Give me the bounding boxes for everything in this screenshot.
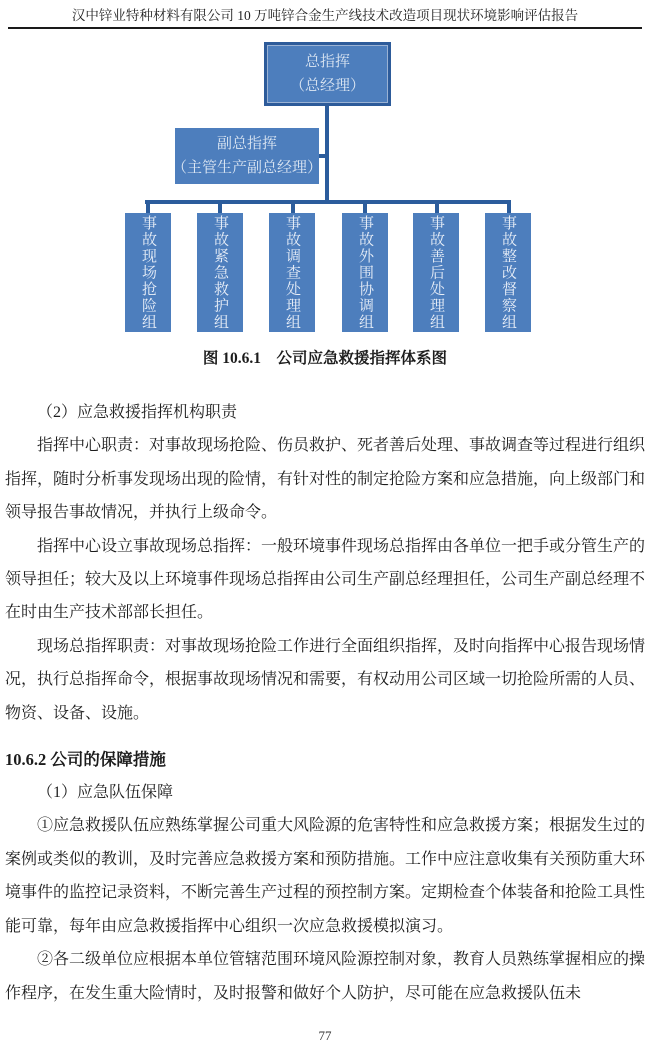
- paragraph-onsite-commander-duty: 现场总指挥职责：对事故现场抢险工作进行全面组织指挥，及时向指挥中心报告现场情况，执行总指挥命令，根据事故现场情况和需要，有权动用公司区域一切抢险所需的人员、物资、设备、设施。: [5, 637, 646, 722]
- org-box-group-aftermath: 事故善后处理组: [413, 213, 459, 332]
- header-divider: [8, 27, 642, 29]
- report-header-title: 汉中锌业特种材料有限公司 10 万吨锌合金生产线技术改造项目现状环境影响评估报告: [71, 8, 579, 23]
- paragraph-guarantee-2: ②各二级单位应根据本单位管辖范围环境风险源控制对象，教育人员熟练掌握相应的操作程序，在发生重大险情时，及时报警和做好个人防护，尽可能在应急救援队伍未: [5, 951, 646, 1002]
- body-text: [5, 396, 645, 1010]
- org-box-deputy-commander: [172, 128, 323, 184]
- org-box-group-investigation: 事故调查处理组: [269, 213, 315, 332]
- deputy-commander-role: （主管生产副总经理）: [172, 160, 323, 176]
- chief-commander-title: 总指挥: [304, 54, 350, 70]
- connector-horizontal: [145, 200, 511, 204]
- org-box-group-onsite-rescue: 事故现场抢险组: [125, 213, 171, 332]
- org-box-group-emergency-aid: 事故紧急救护组: [197, 213, 243, 332]
- paragraph-guarantee-1: ①应急救援队伍应熟练掌握公司重大风险源的危害特性和应急救援方案；根据发生过的案例或类似的教训，及时完善应急救援方案和预防措施。工作中应注意收集有关预防重大环境事件的监控记录资料，不断完善生产过程的预控制方案。定期检查个体装备和抢险工具性能可靠，每年由应急救援指挥中心组织一次应急救援模拟演习。: [5, 817, 646, 935]
- section-heading-10-6-2: 10.6.2 公司的保障措施: [5, 750, 166, 770]
- emergency-command-org-chart: [0, 30, 650, 335]
- deputy-commander-title: 副总指挥: [216, 136, 277, 152]
- paragraph-onsite-commander-setup: 指挥中心设立事故现场总指挥：一般环境事件现场总指挥由各单位一把手或分管生产的领导担任；较大及以上环境事件现场总指挥由公司生产副总经理担任，公司生产副总经理不在时由生产技术部部长担任。: [5, 537, 646, 622]
- org-box-group-rectification-supervision: 事故整改督察组: [485, 213, 531, 332]
- page-number: 77: [318, 1028, 332, 1043]
- paragraph-command-center-duty: 指挥中心职责：对事故现场抢险、伤员救护、死者善后处理、事故调查等过程进行组织指挥，随时分析事发现场出现的险情，有针对性的制定抢险方案和应急措施，向上级部门和领导报告事故情况，并执行上级命令。: [5, 437, 646, 522]
- figure-caption: 图 10.6.1 公司应急救援指挥体系图: [202, 350, 448, 367]
- org-box-chief-commander: [264, 42, 391, 106]
- org-box-group-perimeter-coordination: 事故外围协调组: [342, 213, 388, 332]
- paragraph-subheading-team-guarantee: （1）应急队伍保障: [37, 784, 174, 802]
- paragraph-intro: （2）应急救援指挥机构职责: [37, 404, 238, 421]
- chief-commander-role: （总经理）: [289, 78, 365, 94]
